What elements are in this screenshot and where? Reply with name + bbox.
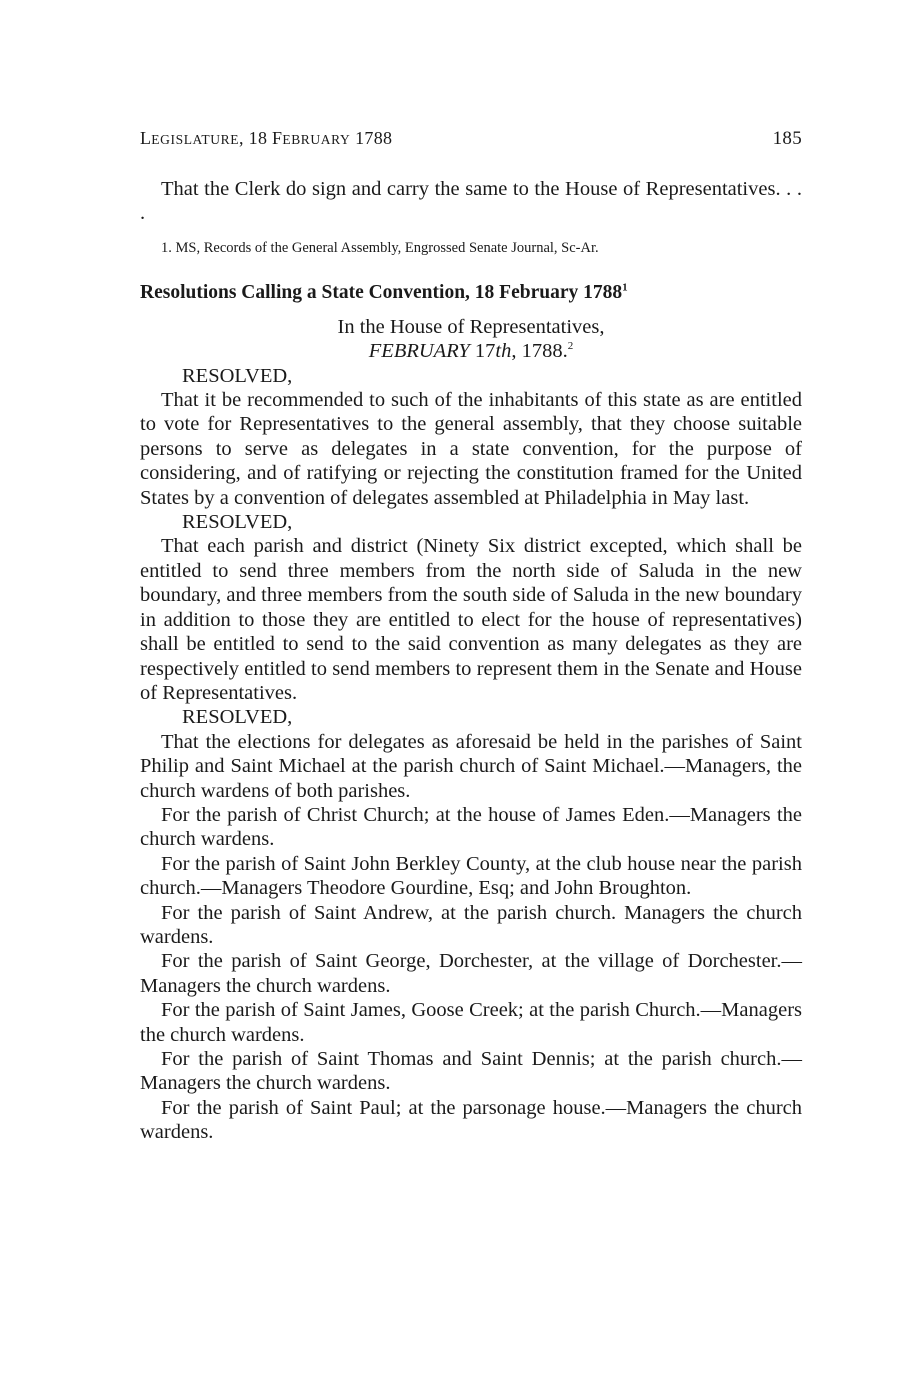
parish-paragraph: For the parish of Saint John Berkley County, at the club house near the parish church.—Managers Theodore Gourdine, Esq; and John Broughton. [140,852,802,900]
running-head: LEGISLATURE, 18 FEBRUARY 1788 [140,128,393,148]
date-line: FEBRUARY 17th, 1788.$^2$ [368,340,574,363]
parish-paragraph: For the parish of Saint George, Dorchester, at the village of Dorchester.—Managers the church wardens. [140,950,802,997]
page-number: 185 [772,128,802,149]
running-header [140,128,802,149]
page-body [140,177,802,1145]
continuation-paragraph: That the Clerk do sign and carry the same to the House of Representatives. . . . [140,178,802,225]
parish-paragraph: For the parish of Saint Andrew, at the parish church. Managers the church wardens. [140,901,802,948]
resolved-label: RESOLVED, [182,511,293,534]
house-heading: In the House of Representatives, [337,315,605,338]
footnote-ref: 1 [622,281,628,294]
parish-paragraph: For the parish of Saint Paul; at the parsonage house.—Managers the church wardens. [140,1096,802,1144]
resolution-paragraph: That each parish and district (Ninety Six district excepted, which shall be entitled to send three members from the north side of Saluda in the new boundary, and three members from the south side of Saluda in the new boundary in addition to those they are entitled to elect for the house of representatives) shall be entitled to send to the said convention as many delegates as they are respectively entitled to send members to represent them in the Senate and House of Representatives. [140,535,802,704]
resolved-label: RESOLVED, [182,364,293,387]
parish-paragraph: For the parish of Saint James, Goose Creek; at the parish Church.—Managers the church wardens. [140,999,802,1046]
footnote-ref: 2 [567,340,574,353]
parish-paragraph: For the parish of Christ Church; at the house of James Eden.—Managers the church wardens. [140,803,802,851]
resolved-label: RESOLVED, [182,706,293,729]
resolution-paragraph: That it be recommended to such of the inhabitants of this state as are entitled to vote for Representatives to the general assembly, that they choose suitable persons to serve as delegates in a state convention, for the purpose of considering, and of ratifying or rejecting the constitution framed for the United States by a convention of delegates assembled at Philadelphia in May last. [140,389,802,509]
footnote: 1. MS, Records of the General Assembly, Engrossed Senate Journal, Sc-Ar. [161,239,599,256]
resolution-paragraph: That the elections for delegates as aforesaid be held in the parishes of Saint Philip and Saint Michael at the parish church of Saint Michael.—Managers, the church wardens of both parishes. [140,730,802,802]
parish-paragraph: For the parish of Saint Thomas and Saint Dennis; at the parish church.—Managers the church wardens. [140,1048,802,1095]
section-title: Resolutions Calling a State Convention, 18 February 1788$^1$ [140,281,628,303]
